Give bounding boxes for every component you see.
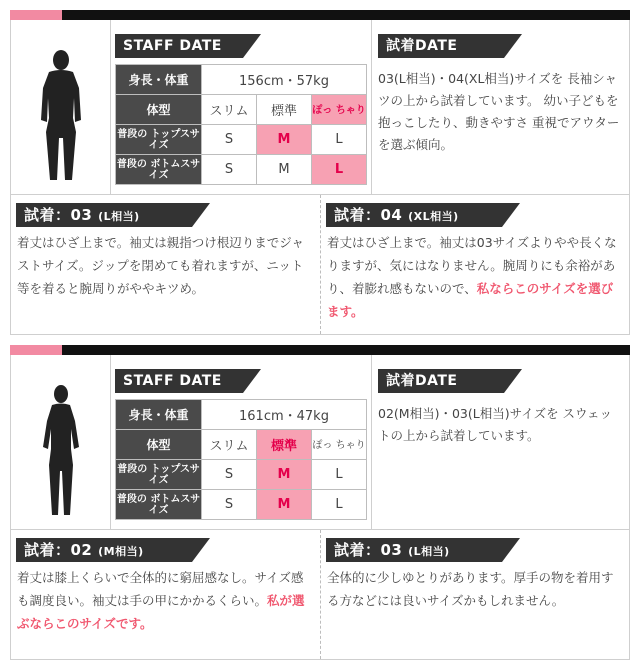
height-weight-value: 156cm・57kg <box>202 65 367 95</box>
tryon-data-header: 試着DATE <box>378 34 504 58</box>
table-row <box>116 460 367 490</box>
trial-title-text: 試着：03 <box>334 541 403 559</box>
trial-title-text: 試着：03 <box>24 206 93 224</box>
body-type-label: 体型 <box>116 95 202 125</box>
section-pink-marker <box>10 345 62 355</box>
trial-comment-1 <box>11 530 321 659</box>
tryon-data-header: 試着DATE <box>378 369 504 393</box>
section-top-bar <box>10 10 630 20</box>
trial-comment-body: 着丈は膝上くらいで全体的に窮屈感なし。サイズ感も調度良い。袖丈は手の甲にかかるくらい。 <box>17 570 304 608</box>
trial-size-equiv: (M相当) <box>98 545 144 558</box>
body-type-standard: 標準 <box>257 430 312 460</box>
staff-info-panel <box>10 355 630 530</box>
bottoms-size-s: S <box>202 490 257 520</box>
trial-comment-accent: 私が選ぶならこのサイズです。 <box>17 593 305 631</box>
trial-size-equiv: (L相当) <box>98 210 140 223</box>
trial-size-equiv: (L相当) <box>408 545 450 558</box>
tryon-data-text: 03(L相当)・04(XL相当)サイズを 長袖シャツの上から試着しています。 幼い子どもを抱っこしたり、動きやすさ 重視でアウターを選ぶ傾向。 <box>378 71 620 152</box>
trial-comment-2 <box>321 530 629 659</box>
tops-size-label: 普段の トップスサイズ <box>116 460 202 490</box>
bottoms-size-label: 普段の ボトムスサイズ <box>116 155 202 185</box>
table-row <box>116 125 367 155</box>
bottoms-size-label: 普段の ボトムスサイズ <box>116 490 202 520</box>
staff-stats-table <box>115 64 367 185</box>
trial-comment-body: 着丈はひざ上まで。袖丈は03サイズよりやや長くなりますが、気にはなりません。腕周りにも余裕があり、着膨れ感もないので、 <box>327 235 617 296</box>
body-type-chubby-text: ぽっ ちゃり <box>312 440 366 451</box>
trial-comments-panel <box>10 530 630 660</box>
tryon-data-block <box>371 355 629 529</box>
trial-title-text: 試着：04 <box>334 206 403 224</box>
height-weight-label: 身長・体重 <box>116 400 202 430</box>
staff-silhouette-cell <box>11 20 111 194</box>
bottoms-size-l: L <box>312 155 367 185</box>
tops-size-m: M <box>257 125 312 155</box>
bottoms-size-m: M <box>257 155 312 185</box>
table-row <box>116 490 367 520</box>
section-top-bar <box>10 345 630 355</box>
body-type-slim: スリム <box>202 95 257 125</box>
trial-comment-body: 着丈はひざ上まで。袖丈は親指つけ根辺りまでジャストサイズ。ジップを閉めても着れますが、ニット等を着ると腕周りがややキツめ。 <box>17 235 305 296</box>
tops-size-label: 普段の トップスサイズ <box>116 125 202 155</box>
body-type-slim: スリム <box>202 430 257 460</box>
trial-comment-1 <box>11 195 321 334</box>
section-pink-marker <box>10 10 62 20</box>
table-row <box>116 65 367 95</box>
table-row <box>116 400 367 430</box>
trial-comment-text <box>327 231 625 323</box>
trial-comment-text <box>327 566 625 612</box>
body-type-chubby <box>312 430 367 460</box>
staff-silhouette-cell <box>11 355 111 529</box>
bottoms-size-l: L <box>312 490 367 520</box>
trial-title <box>16 538 192 562</box>
trial-comments-panel <box>10 195 630 335</box>
trial-size-equiv: (XL相当) <box>408 210 459 223</box>
trial-title <box>326 203 502 227</box>
tops-size-m: M <box>257 460 312 490</box>
staff-silhouette-image <box>29 383 93 519</box>
body-type-label: 体型 <box>116 430 202 460</box>
staff-data-header: STAFF DATE <box>115 34 243 58</box>
tops-size-l: L <box>312 460 367 490</box>
table-row <box>116 155 367 185</box>
tryon-data-text: 02(M相当)・03(L相当)サイズを スウェットの上から試着しています。 <box>378 406 613 443</box>
staff-stats-table <box>115 399 367 520</box>
table-row <box>116 430 367 460</box>
trial-comment-body: 全体的に少しゆとりがあります。厚手の物を着用する方などには良いサイズかもしれません。 <box>327 570 614 608</box>
trial-title <box>16 203 192 227</box>
body-type-chubby <box>312 95 367 125</box>
trial-title <box>326 538 502 562</box>
tops-size-l: L <box>312 125 367 155</box>
tops-size-s: S <box>202 460 257 490</box>
trial-comment-2 <box>321 195 629 334</box>
height-weight-label: 身長・体重 <box>116 65 202 95</box>
height-weight-value: 161cm・47kg <box>202 400 367 430</box>
tops-size-s: S <box>202 125 257 155</box>
trial-title-text: 試着：02 <box>24 541 93 559</box>
staff-data-block <box>115 34 367 185</box>
body-type-standard: 標準 <box>257 95 312 125</box>
bottoms-size-s: S <box>202 155 257 185</box>
table-row <box>116 95 367 125</box>
staff-data-block <box>115 369 367 520</box>
trial-comment-text <box>17 231 315 300</box>
body-type-chubby-text: ぽっ ちゃり <box>312 105 366 116</box>
trial-comment-accent: 私ならこのサイズを選びます。 <box>327 281 614 319</box>
trial-comment-text <box>17 566 315 635</box>
bottoms-size-m: M <box>257 490 312 520</box>
staff-data-header: STAFF DATE <box>115 369 243 393</box>
tryon-data-block <box>371 20 629 194</box>
staff-silhouette-image <box>29 48 93 184</box>
staff-info-panel <box>10 20 630 195</box>
